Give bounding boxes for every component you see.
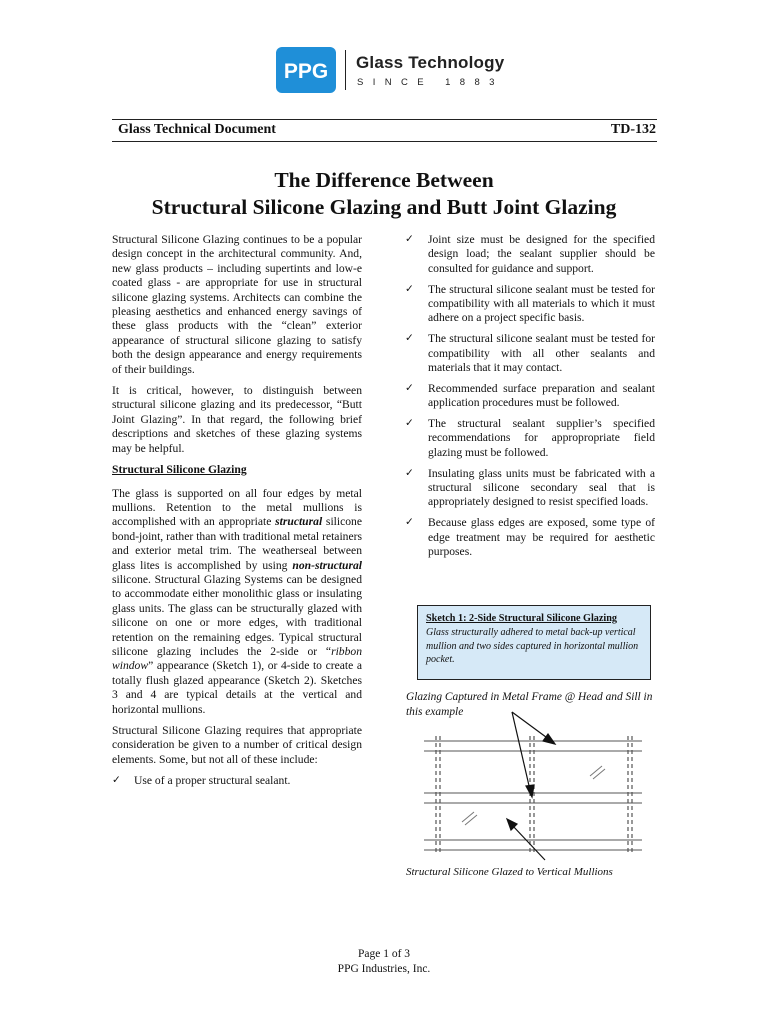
sketch-caption-top: Glazing Captured in Metal Frame @ Head and Sill in this example — [406, 691, 653, 718]
sketch-title: Sketch 1: 2-Side Structural Silicone Glazing — [426, 613, 618, 624]
brand-name: Glass Technology — [356, 53, 505, 72]
requirement-item — [405, 516, 655, 559]
sketch-description: Glass structurally adhered to metal back-up vertical mullion and two sides captured in horizontal mullion pocket. — [426, 627, 639, 665]
requirement-text: Joint size must be designed for the specified design load; the sealant supplier should be consulted for guidance and support. — [428, 233, 655, 275]
page-number: Page 1 of 3 — [357, 948, 411, 960]
section-heading: Structural Silicone Glazing — [112, 463, 247, 477]
right-column — [405, 233, 655, 566]
logo-text: PPG — [283, 60, 329, 83]
description-paragraph — [112, 487, 362, 718]
requirement-item — [405, 417, 655, 460]
brand-divider — [345, 50, 346, 90]
check-icon: ✓ — [405, 467, 414, 479]
check-icon: ✓ — [405, 382, 414, 394]
requirement-item — [405, 467, 655, 510]
requirements-paragraph: Structural Silicone Glazing requires that appropriate consideration be given to a number of critical design elements. Some, but not all of these include: — [112, 724, 362, 766]
top-rule — [112, 119, 657, 120]
check-icon: ✓ — [405, 333, 414, 345]
description-text-2: silicone bond-joint, rather than with traditional metal retainers and exterior metal trim. The weatherseal between glass lites is accomplished by using — [112, 515, 362, 572]
glazing-sketch — [400, 700, 660, 880]
check-icon: ✓ — [405, 283, 414, 295]
page-title-line2: Structural Silicone Glazing and Butt Joint Glazing — [151, 195, 617, 219]
bottom-rule — [112, 141, 657, 142]
sketch-caption-box — [417, 605, 651, 680]
requirement-text: The structural sealant supplier’s specified recommendations for appropropriate field glazing must be followed. — [428, 417, 655, 459]
distinction-paragraph: It is critical, however, to distinguish between structural silicone glazing and its predecessor, “Butt Joint Glazing”. In that regard, the following brief descriptions and sketches of these glazing systems may be helpful. — [112, 384, 362, 455]
requirements-list — [405, 233, 655, 559]
requirement-text: The structural silicone sealant must be tested for compatibility with all materials to which it must adhere on a project specific basis. — [428, 282, 655, 325]
check-icon: ✓ — [405, 234, 414, 245]
requirement-item — [405, 233, 655, 276]
requirement-text: Recommended surface preparation and sealant application procedures must be followed. — [428, 381, 655, 410]
requirement-item — [405, 382, 655, 411]
company-name: PPG Industries, Inc. — [337, 963, 431, 975]
page-title-line1: The Difference Between — [274, 168, 494, 192]
requirement-item — [405, 283, 655, 326]
doc-code: TD-132 — [610, 122, 656, 137]
intro-paragraph: Structural Silicone Glazing continues to be a popular design concept in the architectural community. And, new glass products – including supertints and low-e coated glass - are appropriate for use in structural silicone glazing systems. Architects can combine the pleasing aesthetics and enhanced energy savings of these glass products with the “clean” exterior appearance of structural silicone glazing to satisfy both the design appearance and energy requirements of their buildings. — [112, 233, 362, 376]
description-text-4: ” appearance (Sketch 1), or 4-side to create a totally flush glazed appearance (Sketch 2). Sketches 3 and 4 are typical details at the vertical and horizontal mullions. — [112, 659, 362, 716]
ppg-logo — [276, 47, 336, 93]
left-column — [112, 233, 362, 789]
bullet-item: ✓ Use of a proper structural sealant. — [112, 774, 362, 788]
requirement-text: Insulating glass units must be fabricated with a structural silicone secondary seal that is appropriately designed to resist specified loads. — [428, 466, 655, 509]
horizontal-mullions — [424, 741, 642, 850]
check-icon: ✓ — [405, 517, 414, 529]
emphasis-non-structural: non-structural — [292, 558, 362, 572]
emphasis-ribbon-window: ribbon window — [112, 644, 362, 673]
check-icon: ✓ — [405, 418, 414, 430]
requirement-text: Because glass edges are exposed, some type of edge treatment may be required for aesthetic purposes. — [428, 516, 655, 559]
brand-since: SINCE 1883 — [357, 77, 504, 88]
doc-type-label: Glass Technical Document — [118, 122, 276, 137]
sketch-caption-bottom: Structural Silicone Glazed to Vertical Mullions — [406, 866, 613, 878]
left-bullet-list — [112, 774, 362, 788]
vertical-mullions — [436, 736, 632, 855]
requirement-item — [405, 332, 655, 375]
pointer-arrows — [507, 712, 555, 860]
description-text-1: The glass is supported on all four edges by metal mullions. Retention to the metal mullions is accomplished with an appropriate — [112, 486, 362, 529]
emphasis-structural: structural — [275, 515, 323, 529]
requirement-text: The structural silicone sealant must be tested for compatibility with all other sealants and materials that it may contact. — [428, 332, 655, 375]
description-text-3: silicone. Structural Glazing Systems can be designed to accommodate either monolithic glass or insulating glass units. The glass can be structurally glazed with silicone on one or more edges, with traditional retention on the remaining edges. Typical structural silicone glazing includes the 2-side or “ — [112, 572, 362, 658]
